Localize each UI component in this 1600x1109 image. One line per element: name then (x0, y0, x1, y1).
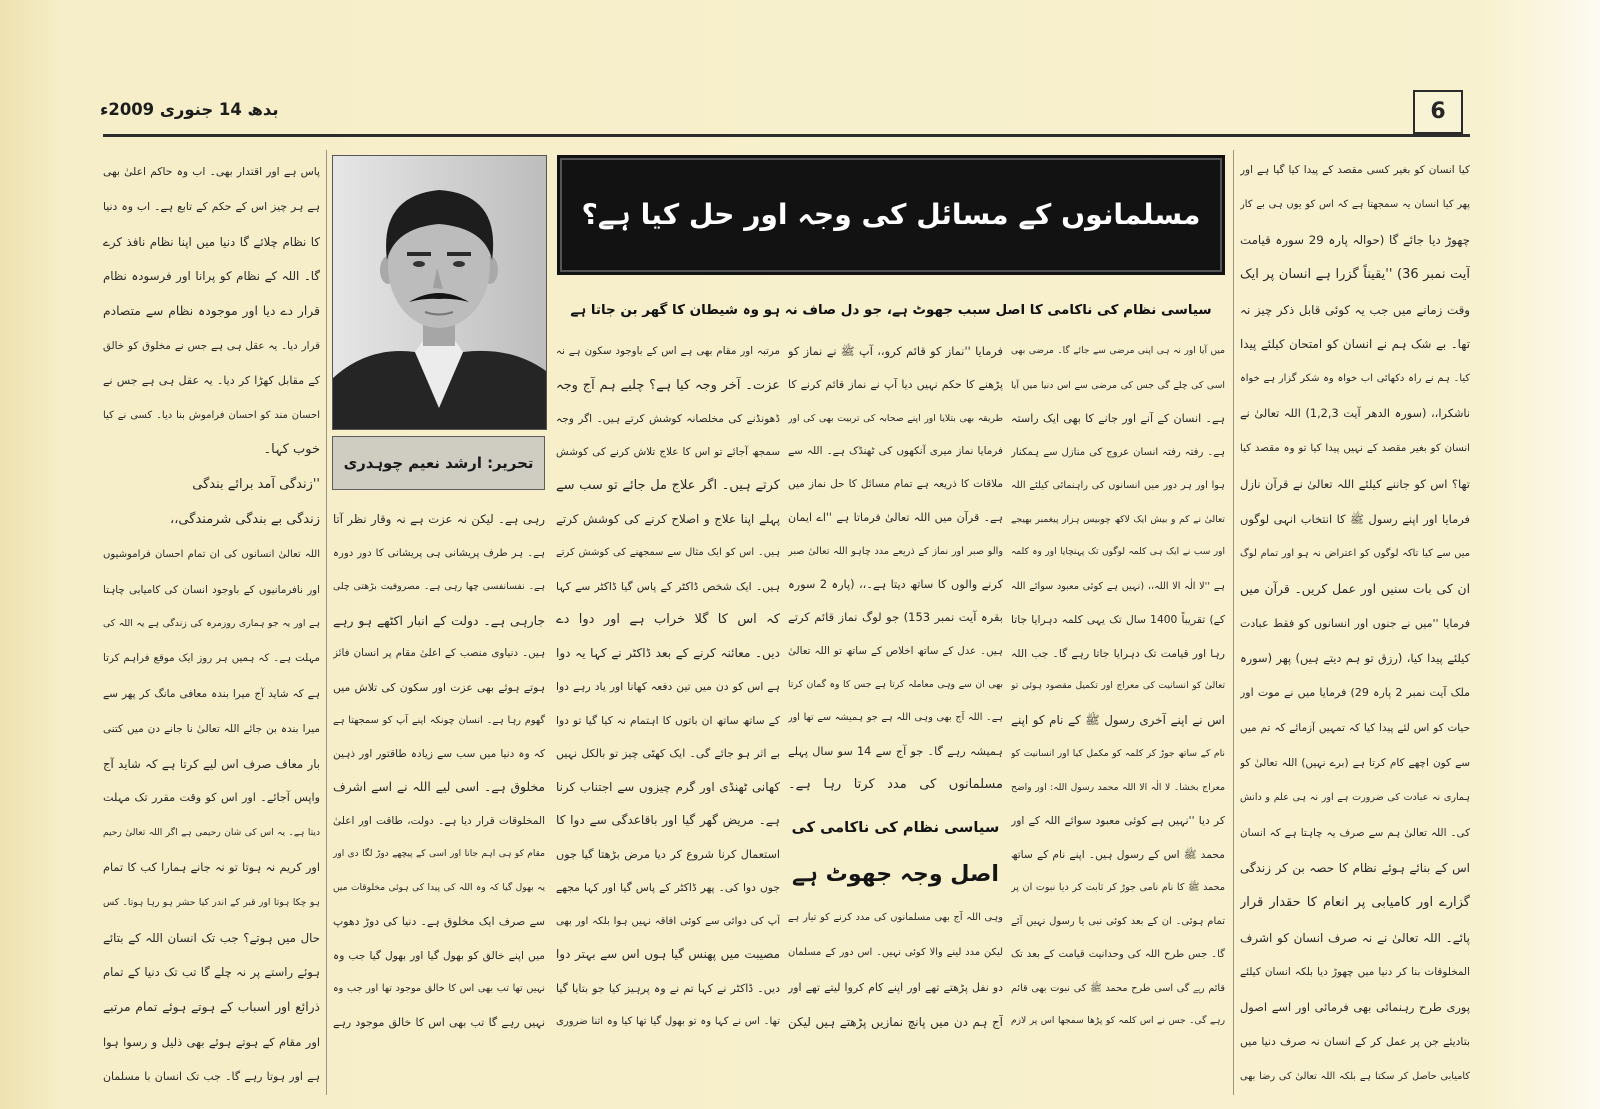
text-line (1011, 972, 1225, 1006)
text-line-content: رہا اور قیامت تک دہرایا جاتا رہے گا۔ جب اللہ (1011, 646, 1225, 660)
text-line (788, 701, 1003, 734)
text-line (1240, 188, 1470, 223)
text-line-content: نام کے ساتھ جوڑ کر کلمہ کو مکمل کیا اور انسانیت کو (1011, 748, 1225, 759)
text-line (333, 503, 545, 537)
text-line (333, 637, 545, 671)
text-line-content: مصیبت میں پھنس گیا ہوں اس سے بہتر دوا (556, 947, 780, 961)
text-line-content: ہے کہ شاید آج میرا بندہ معافی مانگ کر پھر سے (103, 687, 320, 700)
text-line-content: سے صرف ایک مخلوق ہے۔ دنیا کی دوڑ دھوپ (333, 915, 545, 928)
text-line-content: انسان کو بغیر مقصد کے نہیں پیدا کیا تو وہ مقصد کیا (1240, 443, 1470, 455)
text-line-content: ہے۔ مریض گھر گیا اور باقاعدگی سے دوا کا (556, 813, 780, 827)
text-line (1011, 838, 1225, 872)
text-line-content: ہماری نہ عبادت کی ضرورت ہے اور نہ ہی علم و دانش (1240, 792, 1470, 804)
column-3 (788, 335, 1003, 801)
text-line-content: پائے۔ اللہ تعالیٰ نے نہ صرف انسان کو اشرف (1240, 930, 1470, 945)
text-line-content: قرار دیا۔ یہ عقل ہی ہے جس نے مخلوق کو خالق (103, 339, 320, 352)
author-byline: تحریر: ارشد نعیم چوہدری (343, 454, 534, 472)
text-line (103, 503, 320, 538)
text-line (1011, 637, 1225, 671)
text-line-content: والو صبر اور نماز کے ذریعے مدد چاہو اللہ تعالیٰ صبر (788, 545, 1003, 557)
text-line-content: بار معاف صرف اس لیے کرتا ہے کہ شاید آج (103, 756, 320, 771)
text-line (1240, 362, 1470, 397)
text-line-content: تعالیٰ نے کم و بیش ایک لاکھ چوبیس ہزار پیغمبر بھیجے (1011, 513, 1225, 525)
section-heading-line: اصل وجہ جھوٹ ہے (792, 861, 999, 887)
text-line-content: آیت نمبر 36) ''یقیناً گزرا ہے انسان پر ایک (1240, 266, 1470, 282)
text-line (788, 970, 1003, 1005)
text-line (556, 603, 780, 637)
text-line (1240, 397, 1470, 432)
text-line-content: میں آیا اور نہ ہی اپنی مرضی سے جائے گا۔ مرضی بھی (1011, 346, 1225, 356)
text-line-content: آج ہم دن میں پانچ نمازیں پڑھتے ہیں لیکن (788, 1015, 1003, 1029)
text-line (1011, 603, 1225, 637)
column-5 (333, 503, 545, 1039)
text-line-content: کہ وہ دنیا میں سب سے زیادہ طاقتور اور ذہین (333, 747, 545, 760)
text-line-content: احسان مند کو احسان فراموش بنا دیا۔ کسی نے کیا (103, 409, 320, 421)
text-line-content: کے مقابل کھڑا کر دیا۔ یہ عقل ہی ہے جس نے (103, 373, 320, 387)
text-line-content: کھانی ٹھنڈی اور گرم چیزوں سے اجتناب کرنا (556, 779, 780, 794)
text-line (556, 670, 780, 704)
text-line (556, 871, 780, 905)
text-line-content: اس کے بنائے ہوئے نظام کا حصہ بن کر زندگی (1240, 860, 1470, 875)
text-line (788, 402, 1003, 435)
text-line-content: المخلوقات بنا کر دنیا میں چھوڑ دیا بلکہ انسان کیلئے (1240, 966, 1470, 979)
text-line-content: دیں۔ ڈاکٹر نے کہا تم نے وہ پرہیز کیا جو بتایا گیا (556, 981, 780, 995)
text-line-content: ہو چکا ہوتا اور قبر کے اندر کیا حشر ہو رہا ہوتا۔ کس (103, 896, 320, 908)
text-line-content: چھوڑ دیا جائے گا (حوالہ پارہ 29 سورہ قیامت (1240, 232, 1470, 247)
headline: مسلمانوں کے مسائل کی وجہ اور حل کیا ہے؟ (581, 198, 1201, 231)
text-line-content: فرمایا نماز میری آنکھوں کی ٹھنڈک ہے۔ اللہ سے (788, 444, 1003, 457)
text-line-content: گا۔ جس طرح اللہ کی وحدانیت قیامت کے بعد تک (1011, 949, 1225, 960)
text-line (788, 900, 1003, 935)
text-line (1011, 938, 1225, 972)
text-line-content: بھی ان سے وہی معاملہ کرتا ہے جس کا وہ گمان کرتا (788, 678, 1003, 690)
text-line-content: مرتبہ اور مقام بھی ہے اس کے باوجود سکون ہے نہ (556, 346, 780, 357)
text-line-content: استعمال کرنا شروع کر دیا مرض بڑھتا گیا جوں (556, 847, 780, 861)
text-line-content: ہیں۔ اس کو ایک مثال سے سمجھنے کی کوشش کرتے (556, 547, 780, 558)
text-line-content: پوری طرح رہنمائی بھی فرمائی اور اسے اصول (1240, 1000, 1470, 1015)
text-line-content: مقام کو ہی اہم جانا اور اسی کے پیچھے دوڑ لگا دی اور (333, 849, 545, 859)
text-line-content: تھا۔ بے شک ہم نے انسان کو امتحان کیلئے پیدا (1240, 337, 1470, 352)
text-line-content: ملاقات کا ذریعہ ہے تمام مسائل کا حل نماز میں (788, 478, 1003, 491)
text-line (1240, 641, 1470, 676)
text-line-content: فرمایا اور اپنے رسول ﷺ کا انتخاب انہی لوگوں (1240, 511, 1470, 526)
text-line (556, 771, 780, 805)
text-line (556, 469, 780, 503)
text-line (333, 972, 545, 1006)
text-line (788, 435, 1003, 468)
text-line-content: بے اثر ہو جائے گی۔ ایک کھٹی چیز تو بالکل نہیں (556, 747, 780, 760)
column-3-continued (788, 900, 1003, 1040)
column-4 (556, 335, 780, 1039)
text-line-content: ہے اور ہوتا رہے گا۔ جب تک انسان با مسلمان (103, 1069, 320, 1083)
column-1 (1240, 153, 1470, 1095)
text-line (333, 771, 545, 805)
text-line-content: اور کریم نہ ہوتا تو نہ جانے ہمارا کب کا تمام (103, 860, 320, 874)
text-line-content: ناشکرا،، (سورہ الدھر آیت 1,2,3) اللہ تعالیٰ نے (1240, 407, 1470, 421)
text-line-content: زندگی بے بندگی شرمندگی،، (170, 511, 320, 527)
text-line-content: ہے۔ اللہ آج بھی وہی اللہ ہے جو ہمیشہ سے تھا اور (788, 712, 1003, 724)
text-line (788, 735, 1003, 768)
text-line (556, 737, 780, 771)
text-line (1240, 572, 1470, 607)
text-line (1240, 223, 1470, 258)
text-line-content: مخلوق ہے۔ اسی لیے اللہ نے اسے اشرف (333, 780, 545, 794)
text-line-content: میں اپنے خالق کو بھول گیا اور بھول گیا جب وہ (333, 948, 545, 962)
text-line-content: اللہ تعالیٰ انسانوں کی ان تمام احسان فراموشیوں (103, 548, 320, 560)
text-line (1240, 327, 1470, 362)
text-line (333, 704, 545, 738)
text-line (333, 905, 545, 939)
text-line-content: ہے۔ ہر طرف پریشانی ہی پریشانی کا دور دورہ (333, 547, 545, 559)
text-line (1240, 432, 1470, 467)
text-line-content: حیات کو اس لئے پیدا کیا کہ تمہیں آزمائے کہ تم میں (1240, 722, 1470, 735)
text-line (1011, 771, 1225, 805)
issue-date: بدھ 14 جنوری 2009ء (100, 100, 279, 119)
author-photo (332, 155, 547, 430)
text-line (788, 668, 1003, 701)
text-line (333, 604, 545, 638)
text-line (333, 872, 545, 906)
text-line (556, 972, 780, 1006)
text-line-content: جوں دوا کی۔ پھر ڈاکٹر کے پاس گیا اور کہا مجھے (556, 881, 780, 894)
text-line-content: مہلت ہے۔ کہ ہمیں ہر روز ایک موقع فراہم کرتا (103, 653, 320, 665)
text-line-content: اس نے اپنے آخری رسول ﷺ کے نام کو اپنے (1011, 712, 1225, 727)
text-line (103, 990, 320, 1025)
text-line-content: ہیں۔ عدل کے ساتھ اخلاص کے ساتھ تو اللہ تعالیٰ (788, 645, 1003, 657)
column-divider (326, 150, 327, 1095)
headline-banner (557, 155, 1225, 275)
text-line (103, 259, 320, 294)
text-line (1011, 335, 1225, 369)
text-line (103, 781, 320, 816)
text-line (1240, 1025, 1470, 1060)
text-line (556, 503, 780, 537)
text-line-content: کرتے ہیں۔ اگر علاج مل جائے تو سب سے (556, 478, 780, 493)
text-line (1011, 737, 1225, 771)
text-line-content: ہوئے راستے پر نہ چلے گا تب تک دنیا کے تمام (103, 965, 320, 980)
text-line-content: آپ کی دوائی سے کوئی افاقہ نہیں ہوا بلکہ اور بھی (556, 915, 780, 927)
text-line (1240, 851, 1470, 886)
text-line-content: ہوتے ہوئے بھی عزت اور سکون کی تلاش میں (333, 680, 545, 694)
text-line (1240, 921, 1470, 956)
text-line-content: ان کی بات سنیں اور عمل کریں۔ قرآن میں (1240, 581, 1470, 596)
column-2 (1011, 335, 1225, 1039)
text-line (1011, 536, 1225, 570)
text-line-content: اور سب نے ایک ہی کلمہ لوگوں تک پہنچایا اور وہ کلمہ (1011, 547, 1225, 557)
text-line-content: ہیں۔ دنیاوی منصب کے اعلیٰ مقام پر انسان فائز (333, 647, 545, 659)
text-line (1240, 467, 1470, 502)
text-line (1240, 886, 1470, 921)
text-line-content: واپس آجائے۔ اور اس کو وقت مقرر تک مہلت (103, 791, 320, 805)
text-line (1011, 402, 1225, 436)
text-line-content: ہے ''لا الٰہ الا اللہ،، (نہیں ہے کوئی معبود سوائے اللہ (1011, 580, 1225, 592)
text-line-content: خوب کہا۔ (263, 442, 320, 458)
text-line-content: ہے اس کو دن میں تین دفعہ کھانا اور یاد رہے دوا (556, 680, 780, 693)
text-line-content: دیں۔ معائنہ کرنے کے بعد ڈاکٹر نے کہا یہ دوا (556, 645, 780, 660)
text-line-content: پہلے اپنا علاج و اصلاح کرنے کی کوشش کرتے (556, 511, 780, 526)
text-line (333, 738, 545, 772)
text-line-content: ہیں۔ ایک شخص ڈاکٹر کے پاس گیا ڈاکٹر سے کہا (556, 579, 780, 593)
text-line-content: مسلمانوں کی مدد کرتا رہا ہے۔ (788, 776, 1003, 792)
text-line-content: سمجھ آجائے تو اس کا علاج تلاش کرنے کی کوشش (556, 445, 780, 458)
text-line (556, 436, 780, 470)
text-line (103, 955, 320, 990)
text-line-content: کرنے والوں کا ساتھ دیتا ہے۔،، (پارہ 2 سورہ (788, 577, 1003, 592)
text-line (788, 601, 1003, 634)
text-line-content: تعالیٰ کو انسانیت کی معراج اور تکمیل مقصود ہوئی تو (1011, 681, 1225, 691)
text-line (556, 838, 780, 872)
text-line-content: پاس ہے اور اقتدار بھی۔ اب وہ حاکم اعلیٰ بھی (103, 165, 320, 178)
text-line (103, 155, 320, 190)
text-line (788, 935, 1003, 970)
text-line (103, 399, 320, 434)
text-line-content: وہی اللہ آج بھی مسلمانوں کی مدد کرنے کو تیار ہے (788, 912, 1003, 923)
text-line-content: ہے۔ انسان کے آنے اور جانے کا بھی ایک راستہ (1011, 412, 1225, 425)
text-line (788, 535, 1003, 568)
text-line-content: گھوم رہا ہے۔ انسان چونکہ اپنے آپ کو سمجھتا ہے (333, 715, 545, 726)
text-line (103, 816, 320, 851)
text-line-content: کہ اس کا گلا خراب ہے اور دوا دے (556, 612, 780, 627)
text-line-content: کی۔ اللہ تعالیٰ ہم سے صرف یہ چاہتا ہے کہ انسان (1240, 826, 1470, 839)
text-line-content: معراج بخشا۔ لا الٰہ الا اللہ محمد رسول اللہ: اور واضح (1011, 781, 1225, 793)
text-line-content: بقرہ آیت نمبر 153) جو لوگ نماز قائم کرتے (788, 610, 1003, 625)
text-line (1011, 503, 1225, 537)
text-line (556, 570, 780, 604)
text-line (556, 938, 780, 972)
text-line (788, 335, 1003, 368)
text-line (1240, 502, 1470, 537)
text-line (103, 747, 320, 782)
text-line-content: جارہی ہے۔ دولت کے انبار اکٹھے ہو رہے (333, 612, 545, 628)
text-line-content: ہے ہر چیز اس کے حکم کے تابع ہے۔ اب وہ دنیا (103, 199, 320, 213)
text-line (103, 886, 320, 921)
text-line-content: بتادیئے جن پر عمل کر کے انسان نہ صرف دنیا میں (1240, 1035, 1470, 1049)
text-line (103, 851, 320, 886)
text-line (1240, 153, 1470, 188)
text-line (788, 1005, 1003, 1040)
text-line-content: تمام ہوئی۔ ان کے بعد کوئی نبی یا رسول نہیں آئے (1011, 915, 1225, 927)
text-line (1240, 746, 1470, 781)
text-line-content: میں سے کیا تاکہ لوگوں کو اعتراض نہ ہو اور تمام لوگ (1240, 547, 1470, 559)
text-line-content: وقت زمانے میں جب یہ کوئی قابل ذکر چیز نہ (1240, 302, 1470, 317)
text-line (556, 637, 780, 671)
text-line (1011, 905, 1225, 939)
text-line-content: دیتا ہے۔ یہ اس کی شان رحیمی ہے اگر اللہ تعالیٰ رحیم (103, 828, 320, 839)
text-line (1240, 1060, 1470, 1095)
text-line-content: ہوا اور ہر دور میں انسانوں کی راہنمائی کیلئے اللہ (1011, 480, 1225, 491)
text-line (103, 294, 320, 329)
text-line-content: ''زندگی آمد برائے بندگی (192, 477, 320, 493)
section-heading-line: سیاسی نظام کی ناکامی کی (791, 819, 1000, 836)
section-heading (788, 805, 1003, 897)
subheadline: سیاسی نظام کی ناکامی کا اصل سبب جھوٹ ہے، جو دل صاف نہ ہو وہ شیطان کا گھر بن جاتا ہے (570, 302, 1212, 318)
text-line (788, 368, 1003, 401)
text-line (1011, 804, 1225, 838)
text-line (103, 1025, 320, 1060)
text-line-content: رہے گی۔ جس نے اس کلمہ کو پڑھا سمجھا اس پر لازم (1011, 1016, 1225, 1026)
text-line (333, 939, 545, 973)
text-line (1011, 369, 1225, 403)
text-line-content: قرار دے دیا اور موجودہ نظام سے متصادم (103, 304, 320, 319)
text-line-content: کامیابی حاصل کر سکتا ہے بلکہ اللہ تعالیٰ کی رضا بھی (1240, 1071, 1470, 1083)
text-line-content: ذرائع اور اسباب کے ہوتے ہوئے تمام مرتبے (103, 1000, 320, 1015)
text-line-content: ڈھونڈنے کی مخلصانہ کوشش کرتے ہیں۔ اگر وجہ (556, 412, 780, 425)
column-6 (103, 155, 320, 1095)
text-line (333, 838, 545, 872)
text-line (333, 570, 545, 604)
text-line (103, 677, 320, 712)
text-line (556, 704, 780, 738)
text-line-content: دو نفل پڑھتے تھے اور اپنے کام کروا لیتے تھے اور (788, 981, 1003, 994)
text-line-content: سے کون اچھے کام کرتا ہے (برے نہیں) اللہ تعالیٰ کو (1240, 757, 1470, 770)
text-line-content: یہ بھول گیا کہ وہ اللہ کی پیدا کی ہوئی مخلوقات میں (333, 882, 545, 893)
text-line (1240, 258, 1470, 293)
text-line-content: ہمیشہ رہے گا۔ جو آج سے 14 سو سال پہلے (788, 744, 1003, 758)
text-line (1011, 436, 1225, 470)
header-rule (103, 134, 1470, 137)
text-line-content: لیکن مدد لینے والا کوئی نہیں۔ اس دور کے مسلمان (788, 947, 1003, 958)
text-line (1011, 670, 1225, 704)
text-line (103, 607, 320, 642)
text-line (1011, 570, 1225, 604)
text-line-content: ہے۔ رفتہ رفتہ انسان عروج کی منازل سے ہمکنار (1011, 446, 1225, 458)
text-line (1240, 781, 1470, 816)
text-line-content: کیا انسان کو بغیر کسی مقصد کے پیدا کیا گیا ہے اور (1240, 164, 1470, 176)
text-line (103, 642, 320, 677)
text-line (556, 804, 780, 838)
text-line-content: فرمایا ''میں نے جنوں اور انسانوں کو فقط عبادت (1240, 616, 1470, 630)
text-line-content: تھا۔ اس نے کہا وہ تو بھول گیا تھا کیا وہ اتنا ضروری (556, 1016, 780, 1027)
text-line (103, 364, 320, 399)
text-line (103, 468, 320, 503)
text-line-content: حال میں ہوتے؟ جب تک انسان اللہ کے بتائے (103, 930, 320, 945)
text-line (556, 402, 780, 436)
text-line (103, 329, 320, 364)
text-line (1240, 711, 1470, 746)
text-line-content: فرمایا ''نماز کو قائم کرو،، آپ ﷺ نے نماز کو (788, 344, 1003, 358)
text-line-content: تھا؟ اس کو جاننے کیلئے اللہ تعالیٰ نے قرآن نازل (1240, 477, 1470, 492)
text-line-content: نہیں تھا تب بھی اس کا خالق موجود تھا اور جب وہ (333, 983, 545, 994)
text-line-content: رہی ہے۔ لیکن نہ عزت ہے نہ وقار نظر آتا (333, 512, 545, 526)
text-line (103, 225, 320, 260)
text-line (1240, 607, 1470, 642)
text-line-content: گزارے اور کامیابی پر انعام کا حقدار قرار (1240, 894, 1470, 910)
text-line-content: اور نافرمانیوں کے باوجود انسان کی کامیابی چاہتا (103, 583, 320, 596)
byline-box (332, 436, 545, 490)
text-line (333, 537, 545, 571)
text-line-content: ملک آیت نمبر 2 پارہ 29) فرمایا میں نے موت اور (1240, 686, 1470, 700)
text-line-content: اور مقام کے ہوتے ہوئے بھی ذلیل و رسوا ہوا (103, 1034, 320, 1049)
text-line-content: کیلئے پیدا کیا، (رزق تو ہم دیتے ہیں) پھر (سورہ (1240, 651, 1470, 666)
text-line (788, 635, 1003, 668)
text-line (103, 433, 320, 468)
text-line-content: میرا بندہ بن جائے اللہ تعالیٰ نا جانے دن میں کتنی (103, 722, 320, 735)
text-line-content: پڑھنے کا حکم نہیں دیا آپ نے نماز قائم کرنے کا (788, 378, 1003, 392)
text-line-content: گا۔ اللہ کے نظام کو پرانا اور فرسودہ نظام (103, 269, 320, 284)
text-line (333, 671, 545, 705)
text-line-content: عزت۔ آخر وجہ کیا ہے؟ چلیے ہم آج وجہ (556, 377, 780, 393)
text-line (103, 573, 320, 608)
text-line (1240, 816, 1470, 851)
text-line (333, 1006, 545, 1040)
text-line (1240, 537, 1470, 572)
text-line (103, 712, 320, 747)
text-line-content: ہے اور یہ جو ہماری روزمرہ کی زندگی ہے یہ اللہ کی (103, 618, 320, 630)
text-line-content: پھر کیا انسان یہ سمجھتا ہے کہ اس کو یوں ہی بے کار (1240, 198, 1470, 210)
page-number: 6 (1413, 90, 1463, 134)
text-line (556, 335, 780, 369)
text-line (333, 805, 545, 839)
text-line (1240, 990, 1470, 1025)
text-line-content: کیا۔ ہم نے راہ دکھائی اب خواہ وہ شکر گزار ہے خواہ (1240, 373, 1470, 385)
text-line (788, 501, 1003, 534)
text-line (788, 768, 1003, 801)
text-line-content: محمد ﷺ اس کے رسول ہیں۔ اپنے نام کے ساتھ (1011, 847, 1225, 861)
text-line-content: نہیں رہے گا تب بھی اس کا خالق موجود رہے (333, 1015, 545, 1029)
text-line (103, 921, 320, 956)
text-line (1011, 469, 1225, 503)
text-line-content: ہے۔ قرآن میں اللہ تعالیٰ فرماتا ہے ''اے ایمان (788, 511, 1003, 525)
text-line (1240, 676, 1470, 711)
text-line (1240, 293, 1470, 328)
text-line (556, 369, 780, 403)
text-line (1240, 955, 1470, 990)
text-line-content: کے) تقریباً 1400 سال تک یہی کلمہ دہرایا جاتا (1011, 613, 1225, 626)
text-line (788, 468, 1003, 501)
text-line (1011, 1005, 1225, 1039)
text-line-content: کا نظام چلائے گا دنیا میں اپنا نظام نافذ کرے (103, 234, 320, 249)
text-line (103, 190, 320, 225)
text-line-content: ہے۔ نفسانفسی چھا رہی ہے۔ مصروفیت بڑھتی چلی (333, 581, 545, 592)
text-line (556, 905, 780, 939)
text-line (556, 536, 780, 570)
column-divider (1233, 150, 1234, 1095)
text-line-content: قائم رہے گی اسی طرح محمد ﷺ کی نبوت بھی قائم (1011, 982, 1225, 994)
text-line (556, 1005, 780, 1039)
text-line-content: المخلوقات قرار دیا ہے۔ دولت، طاقت اور اعلیٰ (333, 814, 545, 827)
text-line (1011, 704, 1225, 738)
text-line (788, 568, 1003, 601)
text-line-content: محمد ﷺ کا نام نامی جوڑ کر ثابت کر دیا نبوت ان پر (1011, 882, 1225, 893)
text-line-content: طریقہ بھی بتلایا اور اپنے صحابہ کی تربیت بھی کی اور (788, 412, 1003, 424)
text-line (1011, 871, 1225, 905)
text-line (103, 1060, 320, 1095)
text-line (103, 538, 320, 573)
text-line-content: کر دیا ''نہیں ہے کوئی معبود سوائے اللہ کے اور (1011, 814, 1225, 827)
text-line-content: اسی کی چلے گی جس کی مرضی سے اس دنیا میں آیا (1011, 379, 1225, 391)
text-line-content: کے ساتھ ساتھ ان باتوں کا اہتمام نہ کیا گیا تو دوا (556, 713, 780, 727)
